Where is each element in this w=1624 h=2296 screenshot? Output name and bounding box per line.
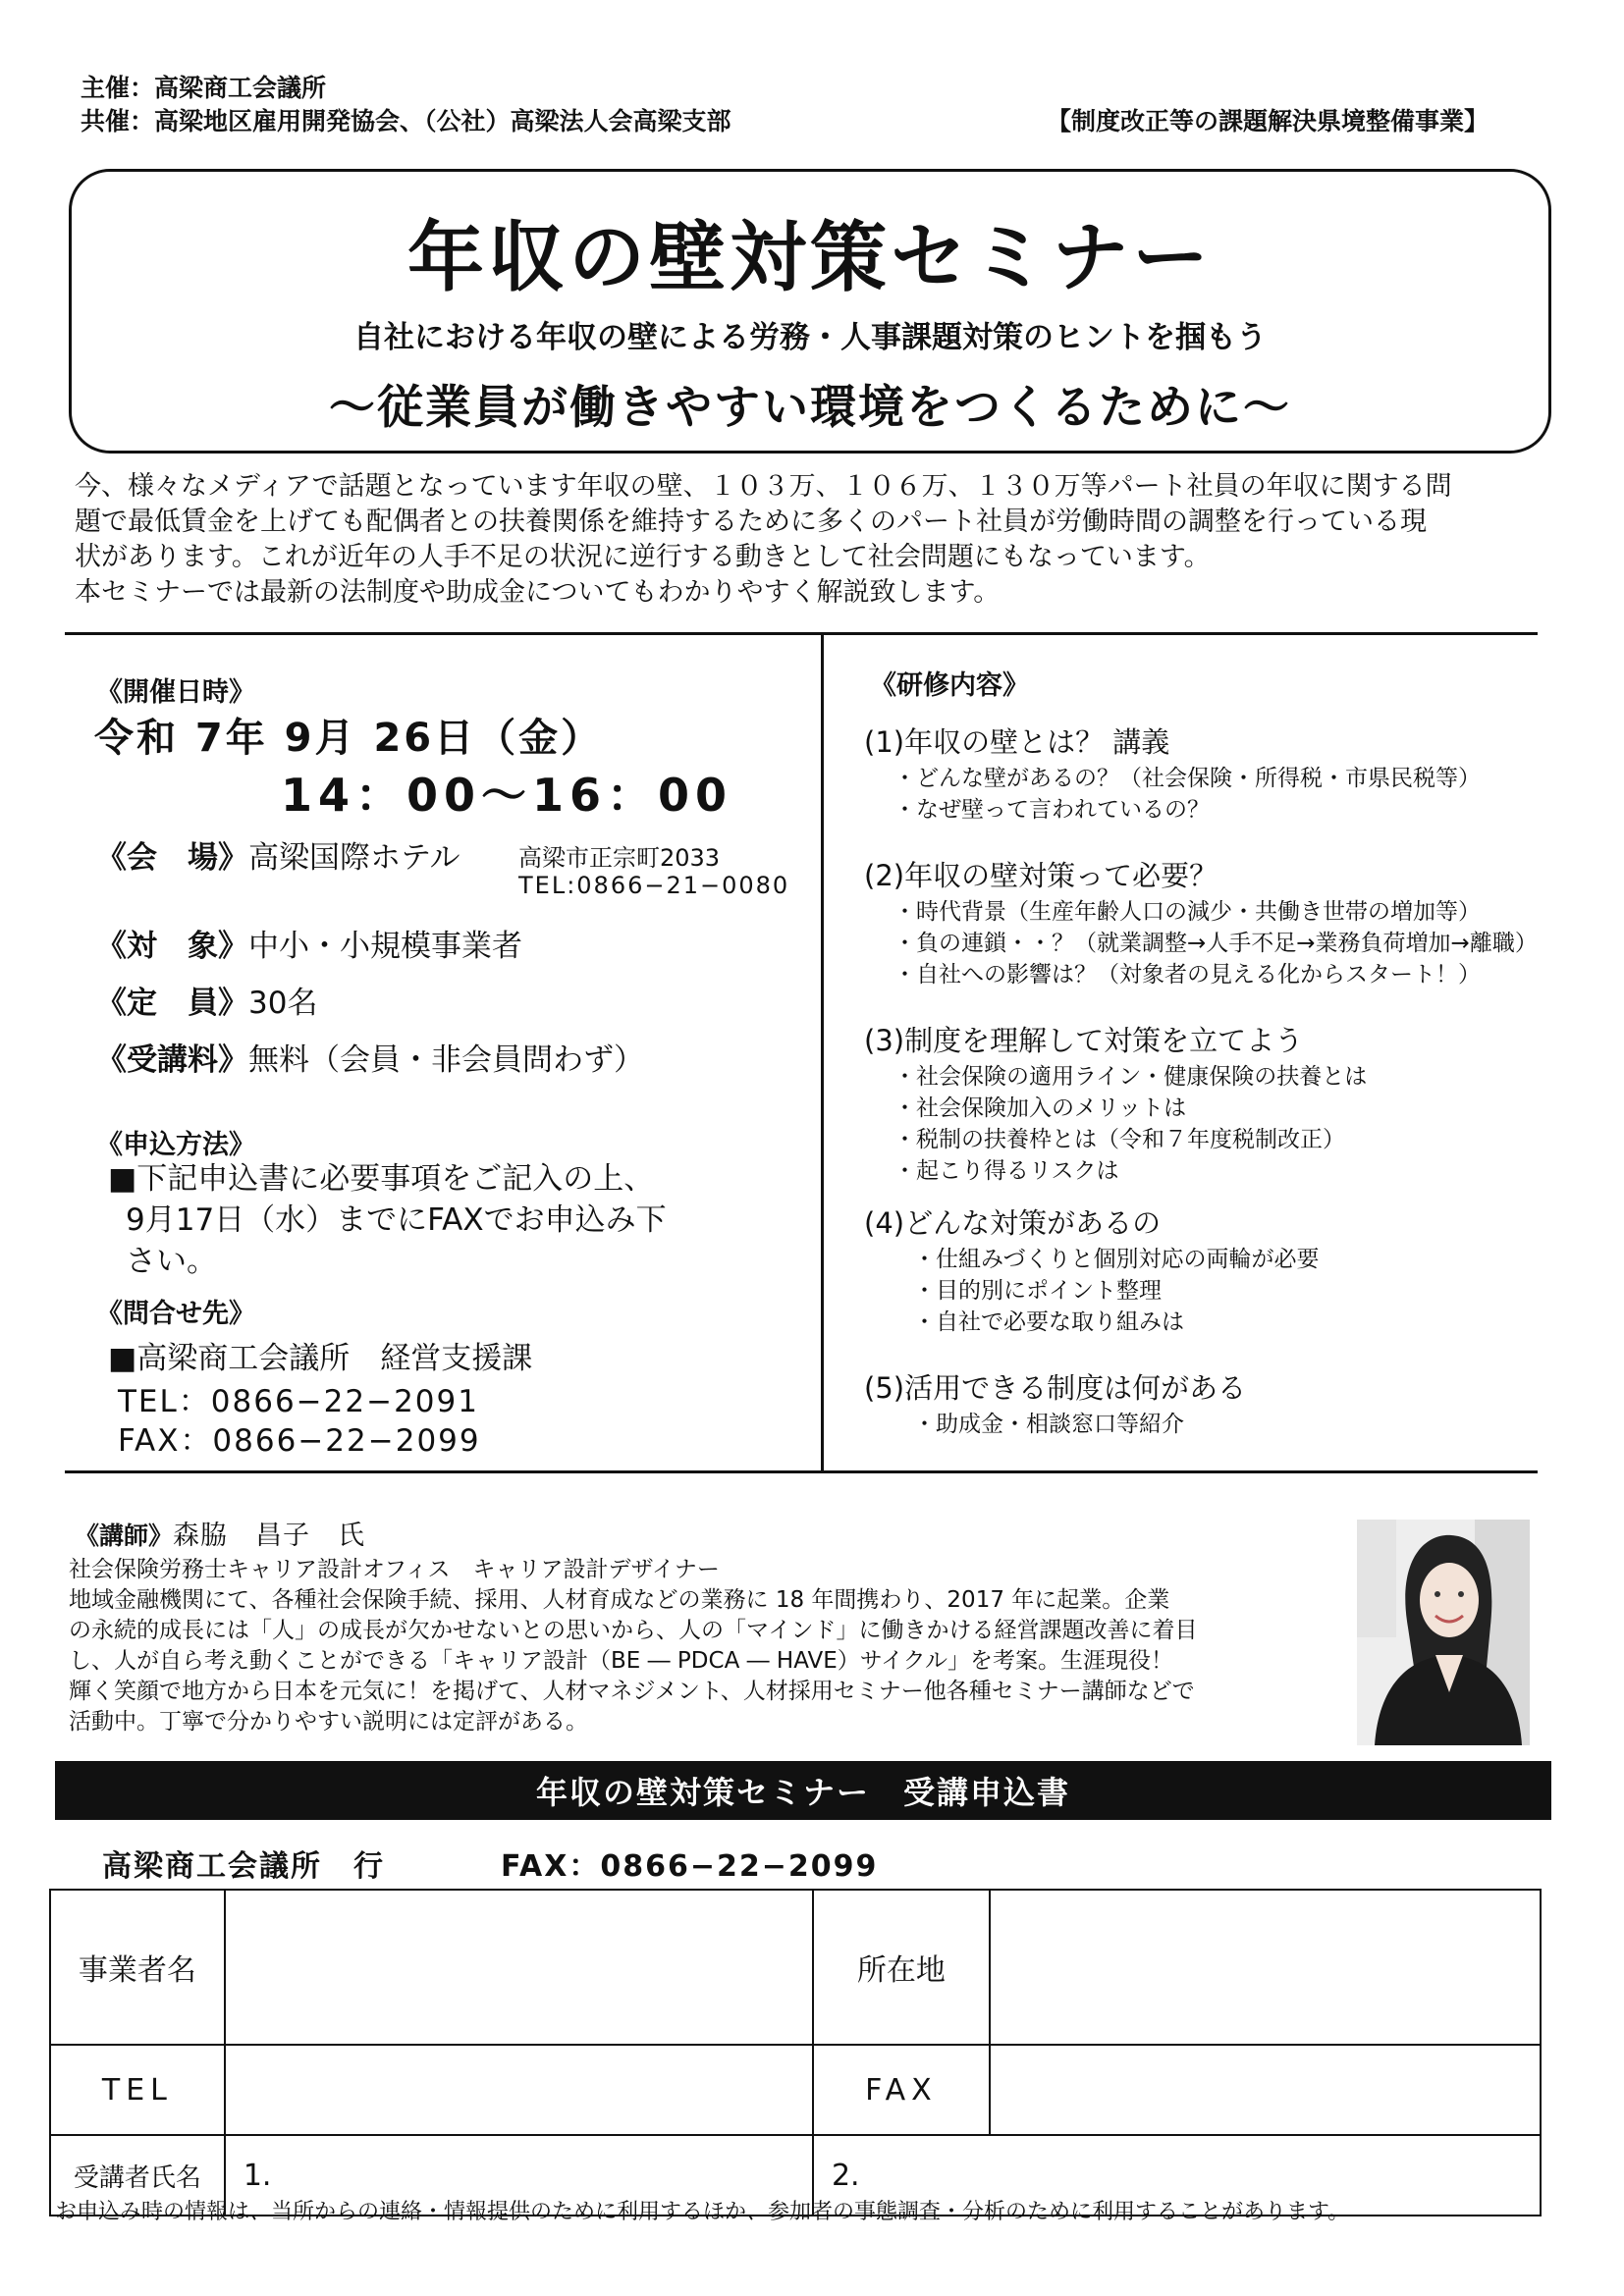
column-divider	[821, 634, 824, 1470]
topic-bullet: ・起こり得るリスクは	[893, 1158, 1119, 1184]
topic-bullet: ・税制の扶養枠とは（令和７年度税制改正）	[893, 1127, 1345, 1152]
target-value: 中小・小規模事業者	[248, 929, 522, 964]
section-divider-top	[65, 632, 1538, 635]
capacity-row	[96, 978, 317, 1022]
event-time: 14：00〜16：00	[281, 769, 733, 822]
privacy-note: お申込み時の情報は、当所からの連絡・情報提供のために利用するほか、参加者の事態調査・分析のために利用することがあります。	[55, 2200, 1350, 2224]
venue-label: 《会 場》	[96, 840, 248, 876]
instructor-bio-line: 活動中。丁寧で分かりやすい説明には定評がある。	[69, 1709, 588, 1735]
intro-line: 今、様々なメディアで話題となっています年収の壁、１０３万、１０６万、１３０万等パート社員の年収に関する問	[75, 471, 1452, 502]
fax-label: FAX	[813, 2045, 990, 2135]
form-row	[50, 2045, 1541, 2135]
apply-heading: 《申込方法》	[96, 1130, 255, 1160]
contact-tel: TEL：0866−22−2091	[118, 1384, 479, 1419]
tel-label: TEL	[50, 2045, 225, 2135]
form-row	[50, 1890, 1541, 2045]
topic-bullet: ・負の連鎖・・？（就業調整→人手不足→業務負荷増加→離職）	[893, 931, 1538, 956]
instructor-bio-line: し、人が自ら考え動くことができる「キャリア設計（BE ― PDCA ― HAVE）サイクル」を考案。生涯現役！	[69, 1648, 1173, 1674]
instructor-label: 《講師》	[75, 1522, 174, 1550]
application-recipient: 高梁商工会議所 行	[102, 1849, 385, 1884]
section-divider-bottom	[65, 1470, 1538, 1473]
location-field[interactable]	[990, 1890, 1541, 2045]
apply-line: ■下記申込書に必要事項をご記入の上、	[108, 1161, 655, 1197]
page-title: 年収の壁対策セミナー	[406, 214, 1213, 302]
topic-bullet: ・時代背景（生産年齢人口の減少・共働き世帯の増加等）	[893, 899, 1481, 925]
target-label: 《対 象》	[96, 929, 248, 964]
intro-line: 本セミナーでは最新の法制度や助成金についてもわかりやすく解説致します。	[75, 577, 1001, 608]
venue-tel: TEL:0866−21−0080	[518, 872, 790, 899]
instructor-row	[75, 1514, 365, 1552]
apply-line: 9月17日（水）までにFAXでお申込み下	[126, 1202, 667, 1238]
attendee-number: 1.	[243, 2158, 272, 2193]
application-fax: FAX：0866−22−2099	[501, 1849, 879, 1884]
instructor-affiliation: 社会保険労務士キャリア設計オフィス キャリア設計デザイナー	[69, 1557, 720, 1582]
topic-bullet: ・なぜ壁って言われているの？	[893, 797, 1210, 823]
topic-bullet: ・助成金・相談窓口等紹介	[913, 1412, 1184, 1437]
tel-field[interactable]	[225, 2045, 813, 2135]
capacity-value: 30名	[248, 986, 318, 1021]
instructor-bio-line: 地域金融機関にて、各種社会保険手続、採用、人材育成などの業務に 18 年間携わり、2017 年に起業。企業	[69, 1587, 1170, 1613]
target-row	[96, 921, 522, 965]
intro-text	[75, 469, 1547, 611]
topic-bullet: ・自社への影響は？（対象者の見える化からスタート！）	[893, 962, 1481, 988]
curriculum-heading: 《研修内容》	[870, 670, 1029, 701]
fax-field[interactable]	[990, 2045, 1541, 2135]
contact-heading: 《問合せ先》	[96, 1299, 255, 1329]
business-name-field[interactable]	[225, 1890, 813, 2045]
venue-row	[96, 832, 460, 877]
title-subtitle: 自社における年収の壁による労務・人事課題対策のヒントを掴もう	[353, 320, 1267, 355]
business-name-label: 事業者名	[50, 1890, 225, 2045]
fee-row	[96, 1035, 644, 1079]
attendee-label: 受講者氏名	[50, 2135, 225, 2216]
application-form	[49, 1889, 1542, 2216]
date-heading: 《開催日時》	[96, 677, 255, 708]
topic-5: (5)活用できる制度は何がある	[864, 1371, 1247, 1405]
topic-2: (2)年収の壁対策って必要？	[864, 859, 1218, 892]
host-line: 主催：高梁商工会議所	[81, 74, 327, 102]
instructor-bio-line: の永続的成長には「人」の成長が欠かせないとの思いから、人の「マインド」に働きかける経営課題改善に着目	[69, 1618, 1198, 1643]
venue-name: 高梁国際ホテル	[248, 840, 460, 876]
topic-bullet: ・社会保険加入のメリットは	[893, 1095, 1187, 1121]
venue-address: 高梁市正宗町2033	[518, 844, 721, 872]
contact-org: ■高梁商工会議所 経営支援課	[108, 1341, 533, 1376]
apply-line: さい。	[126, 1244, 217, 1279]
apply-instructions	[108, 1158, 795, 1282]
title-tagline: 〜従業員が働きやすい環境をつくるために〜	[329, 381, 1291, 435]
cohost-line: 共催：高梁地区雇用開発協会、（公社）高梁法人会高梁支部	[81, 107, 731, 135]
topic-bullet: ・自社で必要な取り組みは	[913, 1309, 1184, 1335]
intro-line: 状があります。これが近年の人手不足の状況に逆行する動きとして社会問題にもなっています。	[75, 542, 1211, 572]
instructor-bio-line: 輝く笑顔で地方から日本を元気に！を掲げて、人材マネジメント、人材採用セミナー他各種セミナー講師などで	[69, 1679, 1195, 1704]
topic-1: (1)年収の壁とは？ 講義	[864, 725, 1170, 759]
intro-line: 題で最低賃金を上げても配偶者との扶養関係を維持するために多くのパート社員が労働時間の調整を行っている現	[75, 507, 1427, 537]
contact-fax: FAX：0866−22−2099	[118, 1423, 481, 1459]
capacity-label: 《定 員》	[96, 986, 248, 1021]
topic-bullet: ・社会保険の適用ライン・健康保険の扶養とは	[893, 1064, 1368, 1090]
event-date: 令和 7年 9月 26日（金）	[94, 716, 604, 761]
instructor-photo	[1357, 1520, 1530, 1745]
application-banner: 年収の壁対策セミナー 受講申込書	[55, 1761, 1551, 1820]
instructor-bio	[69, 1555, 1335, 1737]
location-label: 所在地	[813, 1890, 990, 2045]
instructor-name: 森脇 昌子 氏	[173, 1521, 366, 1551]
topic-bullet: ・目的別にポイント整理	[913, 1278, 1162, 1304]
attendee-number: 2.	[831, 2158, 860, 2193]
fee-value: 無料（会員・非会員問わず）	[248, 1042, 644, 1078]
topic-3: (3)制度を理解して対策を立てよう	[864, 1024, 1304, 1057]
topic-bullet: ・仕組みづくりと個別対応の両輪が必要	[913, 1247, 1320, 1272]
topic-4: (4)どんな対策があるの	[864, 1206, 1162, 1240]
program-name: 【制度改正等の課題解決県境整備事業】	[1046, 107, 1489, 135]
topic-bullet: ・どんな壁があるの？（社会保険・所得税・市県民税等）	[893, 766, 1481, 791]
fee-label: 《受講料》	[96, 1042, 248, 1078]
